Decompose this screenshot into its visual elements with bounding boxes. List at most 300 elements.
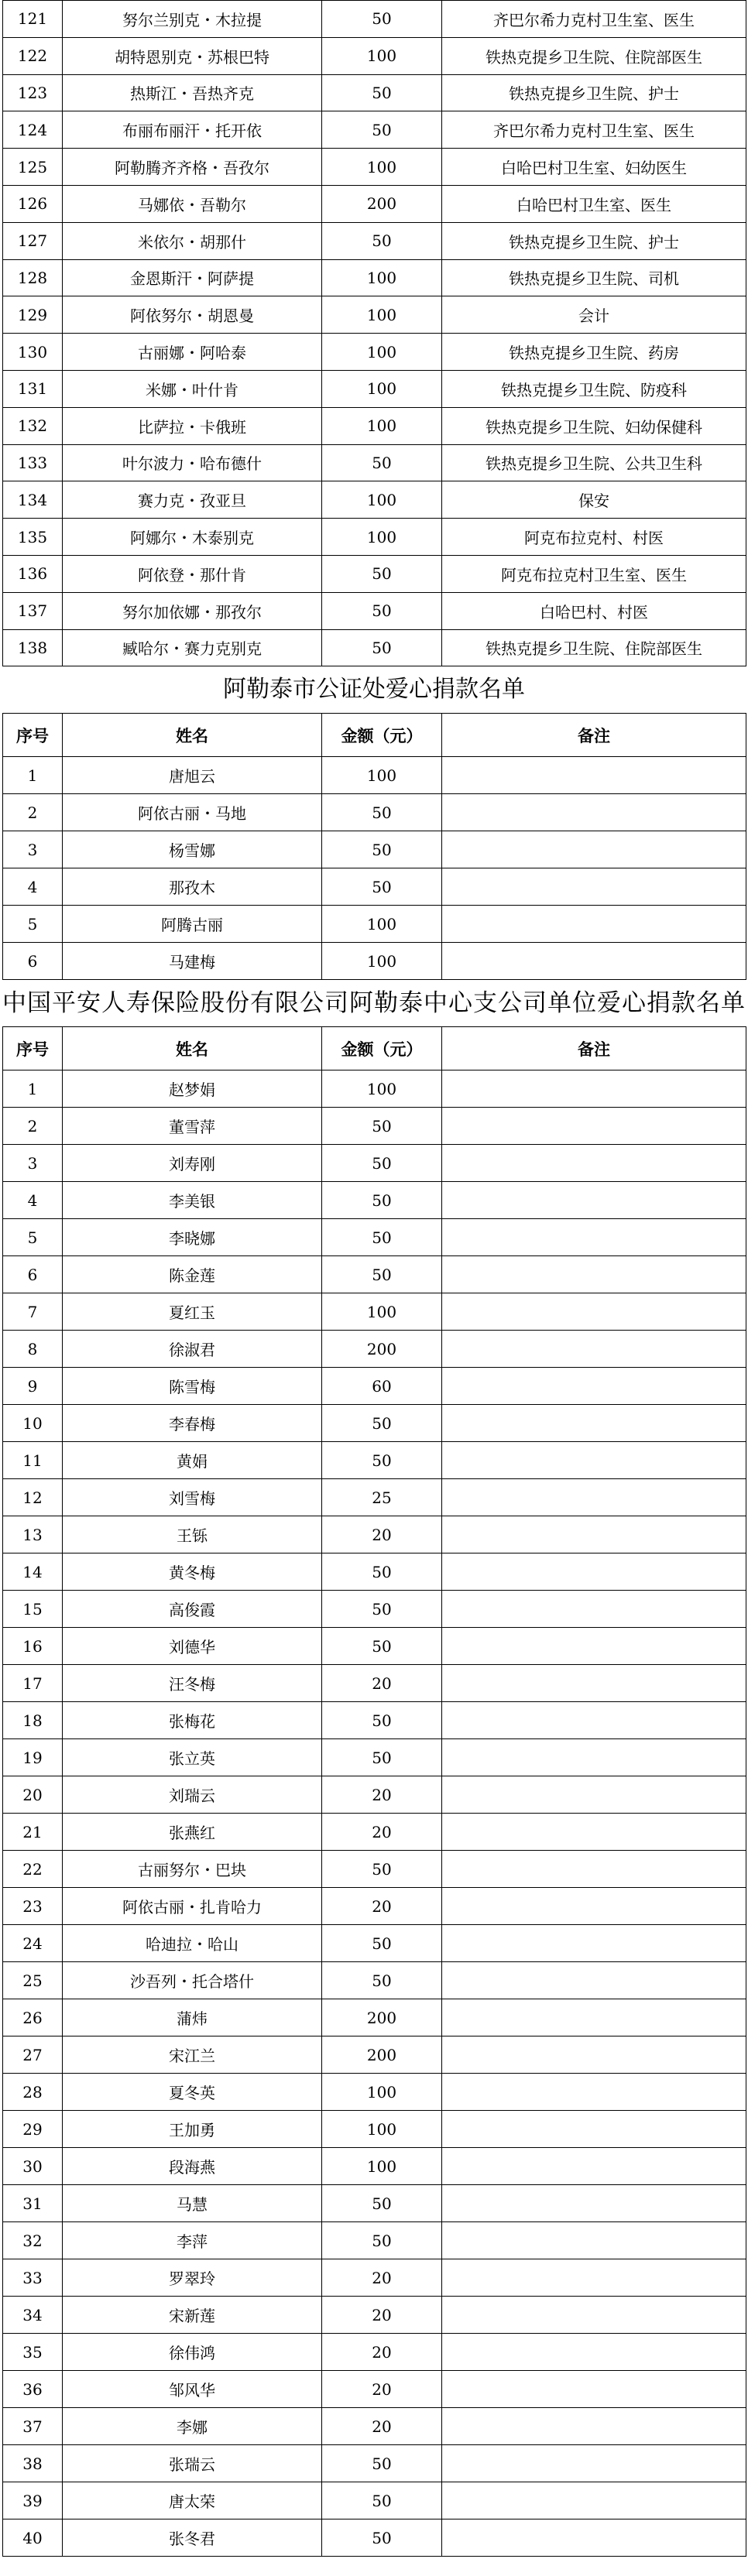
row-number: 125 [3,149,63,186]
remark [442,1739,746,1776]
donor-name: 阿依登・那什肯 [63,555,322,592]
table-row [3,1256,746,1293]
table-row [3,2519,746,2557]
remark [442,1182,746,1219]
table-row [3,1628,746,1665]
remark [442,2148,746,2185]
row-number: 32 [3,2222,63,2259]
remark [442,1665,746,1702]
donation-amount: 50 [322,1145,442,1182]
donation-amount: 200 [322,1999,442,2036]
table-row [3,1776,746,1814]
donor-name: 张瑞云 [63,2445,322,2482]
donation-amount: 25 [322,1479,442,1516]
remark [442,2111,746,2148]
row-number: 34 [3,2297,63,2334]
donation-amount: 50 [322,592,442,629]
remark [442,831,746,868]
row-number: 37 [3,2408,63,2445]
donor-name: 宋江兰 [63,2036,322,2074]
remark [442,1442,746,1479]
table-row [3,2445,746,2482]
donation-amount: 100 [322,2111,442,2148]
row-number: 6 [3,943,63,980]
header-name: 姓名 [63,714,322,757]
row-number: 33 [3,2259,63,2297]
donor-name: 那孜木 [63,868,322,906]
table-row [3,2111,746,2148]
table-row [3,2297,746,2334]
remark [442,1070,746,1108]
row-number: 17 [3,1665,63,1702]
donation-amount: 100 [322,1293,442,1331]
donation-amount: 100 [322,407,442,444]
remark: 白哈巴村卫生室、妇幼医生 [442,149,746,186]
row-number: 20 [3,1776,63,1814]
table-row [3,1591,746,1628]
donation-amount: 50 [322,831,442,868]
donor-name: 张燕红 [63,1814,322,1851]
donation-amount: 20 [322,1814,442,1851]
remark [442,1962,746,1999]
remark: 铁热克提乡卫生院、妇幼保健科 [442,407,746,444]
donation-amount: 100 [322,259,442,296]
remark [442,1368,746,1405]
row-number: 123 [3,74,63,111]
table-row [3,1739,746,1776]
remark: 白哈巴村、村医 [442,592,746,629]
row-number: 122 [3,37,63,74]
row-number: 31 [3,2185,63,2222]
donor-name: 哈迪拉・哈山 [63,1925,322,1962]
remark [442,1553,746,1591]
table-row [3,2222,746,2259]
pingan-insurance-title: 中国平安人寿保险股份有限公司阿勒泰中心支公司单位爱心捐款名单 [2,989,746,1018]
remark [442,943,746,980]
row-number: 39 [3,2482,63,2519]
donor-name: 努尔加依娜・那孜尔 [63,592,322,629]
row-number: 28 [3,2074,63,2111]
remark [442,2074,746,2111]
donation-amount: 50 [322,1925,442,1962]
row-number: 14 [3,1553,63,1591]
table-row [3,481,746,519]
row-number: 134 [3,481,63,519]
donation-amount: 50 [322,1553,442,1591]
header-no: 序号 [3,1027,63,1070]
donation-amount: 50 [322,1739,442,1776]
remark [442,1479,746,1516]
remark [442,1145,746,1182]
row-number: 10 [3,1405,63,1442]
row-number: 35 [3,2334,63,2371]
row-number: 135 [3,519,63,556]
remark [442,794,746,831]
donation-amount: 200 [322,2036,442,2074]
header-amount: 金额（元） [322,714,442,757]
table-row [3,259,746,296]
donor-name: 阿依古丽・马地 [63,794,322,831]
table-row [3,555,746,592]
row-number: 40 [3,2519,63,2557]
donor-name: 张梅花 [63,1702,322,1739]
row-number: 2 [3,794,63,831]
donor-name: 沙吾列・托合塔什 [63,1962,322,1999]
donation-amount: 50 [322,74,442,111]
table-row [3,592,746,629]
row-number: 12 [3,1479,63,1516]
row-number: 136 [3,555,63,592]
remark: 铁热克提乡卫生院、护士 [442,74,746,111]
remark: 铁热克提乡卫生院、住院部医生 [442,629,746,666]
remark: 保安 [442,481,746,519]
donor-name: 阿勒腾齐齐格・吾孜尔 [63,149,322,186]
header-remark: 备注 [442,1027,746,1070]
donation-amount: 50 [322,2482,442,2519]
remark [442,906,746,943]
donation-amount: 50 [322,1182,442,1219]
row-number: 137 [3,592,63,629]
donor-name: 赛力克・孜亚旦 [63,481,322,519]
donor-name: 罗翠玲 [63,2259,322,2297]
row-number: 38 [3,2445,63,2482]
row-number: 5 [3,906,63,943]
row-number: 8 [3,1331,63,1368]
donor-name: 王加勇 [63,2111,322,2148]
table-row [3,296,746,334]
remark [442,1219,746,1256]
donor-name: 蒲炜 [63,1999,322,2036]
donor-name: 比萨拉・卡俄班 [63,407,322,444]
donor-name: 董雪萍 [63,1108,322,1145]
table-row [3,334,746,371]
table-row [3,519,746,556]
donor-name: 刘瑞云 [63,1776,322,1814]
remark [442,757,746,794]
remark [442,1925,746,1962]
table-row [3,1702,746,1739]
row-number: 21 [3,1814,63,1851]
table-row [3,1070,746,1108]
donation-amount: 50 [322,1405,442,1442]
header-remark: 备注 [442,714,746,757]
row-number: 19 [3,1739,63,1776]
donation-amount: 100 [322,334,442,371]
donor-name: 金恩斯汗・阿萨提 [63,259,322,296]
donor-name: 夏冬英 [63,2074,322,2111]
row-number: 121 [3,1,63,38]
donation-amount: 100 [322,757,442,794]
donation-amount: 50 [322,2185,442,2222]
table-row [3,794,746,831]
donation-amount: 20 [322,1776,442,1814]
donation-amount: 20 [322,1665,442,1702]
row-number: 2 [3,1108,63,1145]
remark: 齐巴尔希力克村卫生室、医生 [442,1,746,38]
donation-amount: 100 [322,943,442,980]
row-number: 133 [3,444,63,481]
remark [442,1702,746,1739]
row-number: 6 [3,1256,63,1293]
donation-amount: 50 [322,1591,442,1628]
row-number: 7 [3,1293,63,1331]
table-header-row [3,714,746,757]
donor-name: 刘寿刚 [63,1145,322,1182]
donor-name: 黄冬梅 [63,1553,322,1591]
table-row [3,868,746,906]
table-row [3,629,746,666]
donor-name: 高俊霞 [63,1591,322,1628]
donation-amount: 20 [322,2371,442,2408]
donor-name: 赵梦娟 [63,1070,322,1108]
donor-name: 布丽布丽汗・托开依 [63,111,322,149]
donation-amount: 50 [322,868,442,906]
table-row [3,2408,746,2445]
donor-name: 阿腾古丽 [63,906,322,943]
remark [442,1999,746,2036]
remark [442,2222,746,2259]
donation-amount: 50 [322,1256,442,1293]
header-no: 序号 [3,714,63,757]
donation-amount: 200 [322,185,442,222]
table-row [3,1182,746,1219]
donor-name: 唐旭云 [63,757,322,794]
donation-amount: 100 [322,2074,442,2111]
remark: 铁热克提乡卫生院、公共卫生科 [442,444,746,481]
donation-amount: 20 [322,2297,442,2334]
donation-amount: 50 [322,1702,442,1739]
row-number: 128 [3,259,63,296]
donation-amount: 50 [322,2222,442,2259]
donor-name: 李娜 [63,2408,322,2445]
donor-name: 热斯江・吾热齐克 [63,74,322,111]
remark [442,1814,746,1851]
remark [442,1256,746,1293]
table-row [3,1219,746,1256]
remark [442,1776,746,1814]
donation-amount: 50 [322,1108,442,1145]
table-row [3,1851,746,1888]
row-number: 124 [3,111,63,149]
donor-name: 叶尔波力・哈布德什 [63,444,322,481]
donation-amount: 60 [322,1368,442,1405]
donor-name: 李晓娜 [63,1219,322,1256]
row-number: 5 [3,1219,63,1256]
remark [442,1405,746,1442]
donation-amount: 50 [322,1442,442,1479]
donation-amount: 50 [322,2445,442,2482]
remark: 铁热克提乡卫生院、护士 [442,222,746,259]
row-number: 22 [3,1851,63,1888]
table-row [3,2334,746,2371]
row-number: 36 [3,2371,63,2408]
table-row [3,111,746,149]
donor-name: 陈雪梅 [63,1368,322,1405]
table-row [3,757,746,794]
remark: 阿克布拉克村卫生室、医生 [442,555,746,592]
donor-name: 阿依古丽・扎肯哈力 [63,1888,322,1925]
donation-amount: 100 [322,296,442,334]
remark: 齐巴尔希力克村卫生室、医生 [442,111,746,149]
row-number: 23 [3,1888,63,1925]
table-row [3,2185,746,2222]
donor-name: 古丽娜・阿哈泰 [63,334,322,371]
remark [442,1331,746,1368]
donor-name: 黄娟 [63,1442,322,1479]
row-number: 1 [3,757,63,794]
donation-amount: 50 [322,2519,442,2557]
row-number: 4 [3,868,63,906]
remark [442,2334,746,2371]
remark [442,2445,746,2482]
table-row [3,2371,746,2408]
donor-name: 米娜・叶什肯 [63,370,322,407]
donor-name: 李美银 [63,1182,322,1219]
row-number: 26 [3,1999,63,2036]
remark [442,1516,746,1553]
donor-name: 唐太荣 [63,2482,322,2519]
donation-amount: 20 [322,2259,442,2297]
table-row [3,1368,746,1405]
donation-amount: 100 [322,1070,442,1108]
remark: 铁热克提乡卫生院、住院部医生 [442,37,746,74]
donor-name: 马娜依・吾勒尔 [63,185,322,222]
table-row [3,444,746,481]
remark [442,1108,746,1145]
table-row [3,370,746,407]
table-row [3,1108,746,1145]
donor-name: 宋新莲 [63,2297,322,2334]
table-row [3,1405,746,1442]
donor-name: 努尔兰别克・木拉提 [63,1,322,38]
table-row [3,1962,746,1999]
remark [442,2259,746,2297]
donation-amount: 100 [322,2148,442,2185]
donor-name: 刘德华 [63,1628,322,1665]
row-number: 3 [3,831,63,868]
table-row [3,185,746,222]
remark [442,868,746,906]
row-number: 25 [3,1962,63,1999]
remark [442,1591,746,1628]
row-number: 126 [3,185,63,222]
table-row [3,2036,746,2074]
table-row [3,1,746,38]
donor-name: 徐伟鸿 [63,2334,322,2371]
row-number: 18 [3,1702,63,1739]
remark [442,2519,746,2557]
donation-amount: 100 [322,481,442,519]
table-row [3,149,746,186]
row-number: 15 [3,1591,63,1628]
table-row [3,1516,746,1553]
donation-amount: 50 [322,111,442,149]
remark: 铁热克提乡卫生院、防疫科 [442,370,746,407]
donor-name: 刘雪梅 [63,1479,322,1516]
donation-amount: 50 [322,222,442,259]
table-row [3,943,746,980]
donor-name: 马建梅 [63,943,322,980]
remark [442,2297,746,2334]
row-number: 13 [3,1516,63,1553]
table-row [3,2482,746,2519]
row-number: 4 [3,1182,63,1219]
donation-amount: 50 [322,1962,442,1999]
donation-amount: 100 [322,37,442,74]
donor-name: 汪冬梅 [63,1665,322,1702]
row-number: 129 [3,296,63,334]
table-row [3,906,746,943]
table-row [3,2074,746,2111]
donor-name: 张立英 [63,1739,322,1776]
table-row [3,1925,746,1962]
donation-amount: 50 [322,1851,442,1888]
row-number: 127 [3,222,63,259]
donor-name: 阿依努尔・胡恩曼 [63,296,322,334]
row-number: 29 [3,2111,63,2148]
table-row [3,407,746,444]
remark [442,1851,746,1888]
row-number: 3 [3,1145,63,1182]
donation-amount: 100 [322,370,442,407]
donation-amount: 20 [322,2334,442,2371]
donor-name: 陈金莲 [63,1256,322,1293]
row-number: 9 [3,1368,63,1405]
donor-name: 古丽努尔・巴块 [63,1851,322,1888]
donor-name: 胡特恩别克・苏根巴特 [63,37,322,74]
donor-name: 李春梅 [63,1405,322,1442]
table-row [3,2259,746,2297]
table-row [3,1814,746,1851]
donation-amount: 20 [322,1888,442,1925]
remark [442,2371,746,2408]
donor-name: 马慧 [63,2185,322,2222]
remark [442,2408,746,2445]
donation-amount: 20 [322,1516,442,1553]
row-number: 130 [3,334,63,371]
header-name: 姓名 [63,1027,322,1070]
donation-amount: 50 [322,629,442,666]
table-row [3,1665,746,1702]
donation-table-continued [2,0,746,666]
donation-amount: 20 [322,2408,442,2445]
notary-office-donation-table [2,713,746,980]
table-header-row [3,1027,746,1070]
table-row [3,1331,746,1368]
donor-name: 徐淑君 [63,1331,322,1368]
donor-name: 王铄 [63,1516,322,1553]
table-row [3,1553,746,1591]
donation-amount: 50 [322,1628,442,1665]
remark [442,2482,746,2519]
notary-office-title: 阿勒泰市公证处爱心捐款名单 [223,676,525,704]
remark [442,2185,746,2222]
row-number: 131 [3,370,63,407]
donor-name: 杨雪娜 [63,831,322,868]
donation-amount: 200 [322,1331,442,1368]
table-row [3,2148,746,2185]
table-row [3,1293,746,1331]
table-row [3,37,746,74]
donor-name: 段海燕 [63,2148,322,2185]
table-row [3,1999,746,2036]
donation-amount: 50 [322,794,442,831]
remark: 白哈巴村卫生室、医生 [442,185,746,222]
donation-amount: 50 [322,444,442,481]
row-number: 27 [3,2036,63,2074]
row-number: 30 [3,2148,63,2185]
remark [442,2036,746,2074]
